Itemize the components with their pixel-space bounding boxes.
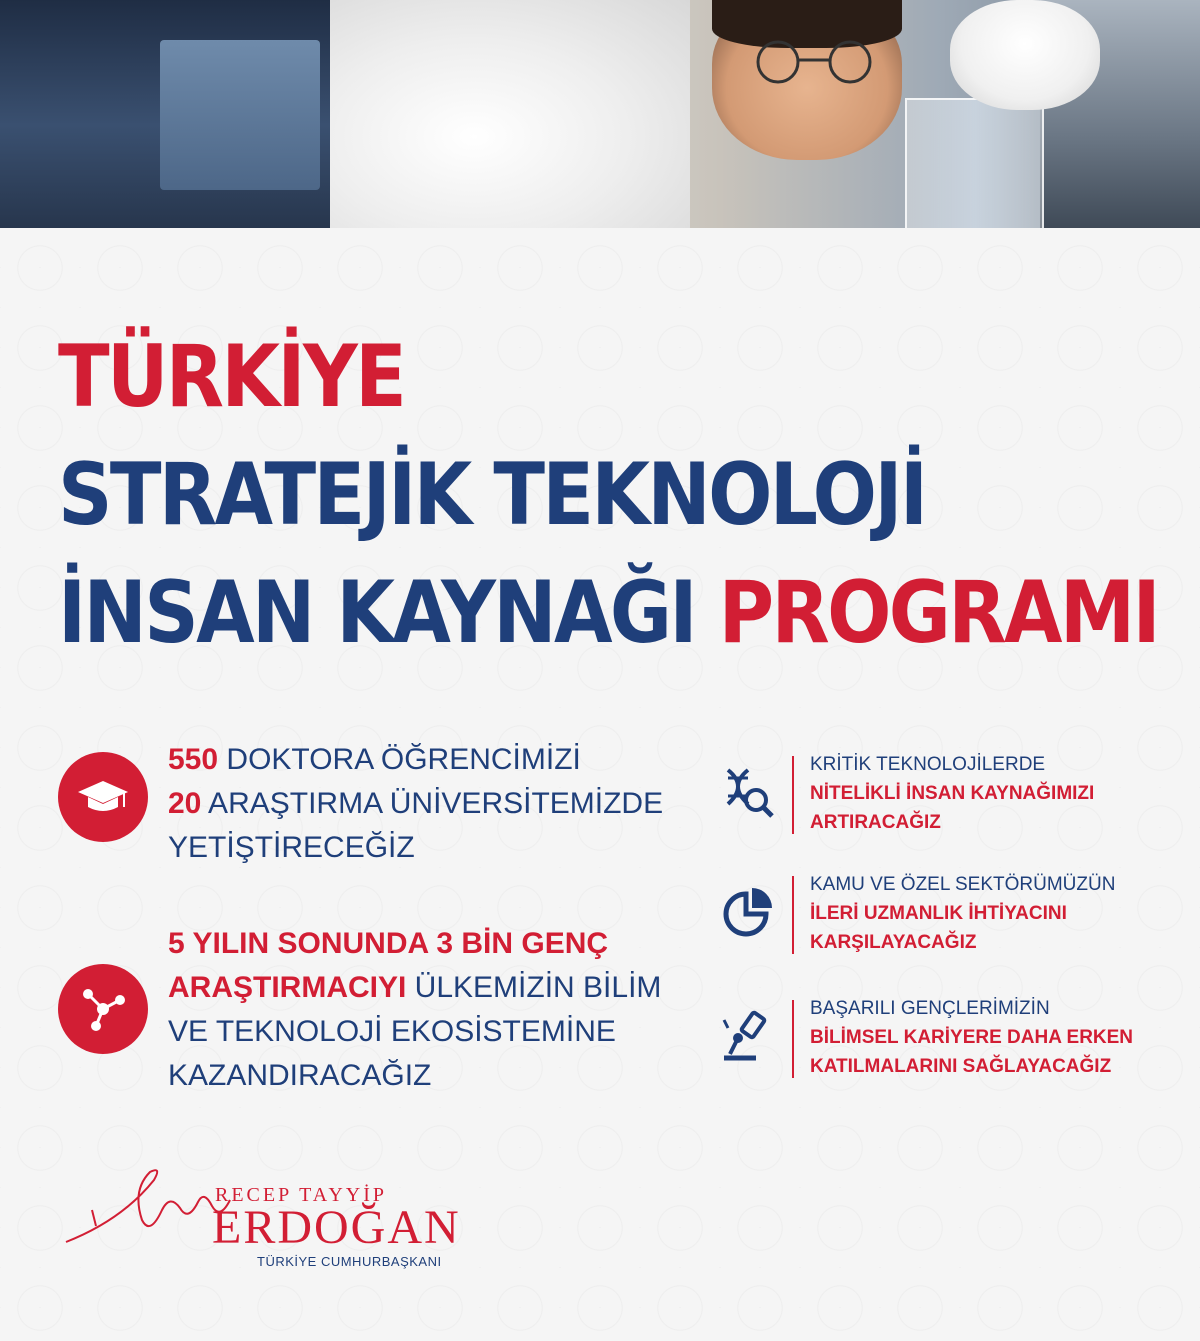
headline-line-1: TÜRKİYE bbox=[58, 327, 405, 427]
right-item-text bbox=[810, 994, 1133, 1081]
left-line-text: KAZANDIRACAĞIZ bbox=[168, 1059, 432, 1092]
headline-line-2: STRATEJİK TEKNOLOJİ bbox=[58, 445, 926, 545]
right-item-career bbox=[720, 994, 1180, 1084]
graduation-cap-icon bbox=[58, 752, 148, 842]
right-item-bold-2: KATILMALARINI SAĞLAYACAĞIZ bbox=[810, 1056, 1112, 1077]
left-item-researchers-text bbox=[168, 922, 708, 1098]
dna-search-icon bbox=[720, 764, 776, 820]
right-item-normal: KAMU VE ÖZEL SEKTÖRÜMÜZÜN bbox=[810, 874, 1116, 895]
right-item-bold-2: ARTIRACAĞIZ bbox=[810, 812, 941, 833]
right-item-critical-tech bbox=[720, 750, 1180, 840]
signature-title: TÜRKİYE CUMHURBAŞKANI bbox=[257, 1254, 442, 1269]
left-line-text: ARAŞTIRMA ÜNİVERSİTEMİZDE bbox=[201, 787, 664, 820]
left-line bbox=[168, 826, 708, 870]
left-line bbox=[168, 782, 708, 826]
left-line bbox=[168, 966, 708, 1010]
left-line bbox=[168, 1010, 708, 1054]
left-line-highlight: 5 YILIN SONUNDA 3 BİN GENÇ bbox=[168, 927, 609, 960]
left-line bbox=[168, 922, 708, 966]
divider-line bbox=[792, 756, 794, 834]
left-item-phd-text bbox=[168, 738, 708, 870]
divider-line bbox=[792, 876, 794, 954]
right-item-text bbox=[810, 750, 1094, 837]
beaker bbox=[905, 98, 1044, 228]
headline-line-3 bbox=[58, 554, 1158, 672]
left-line-text: YETİŞTİRECEĞİZ bbox=[168, 831, 415, 864]
signature-last-name: ERDOĞAN bbox=[212, 1201, 461, 1254]
headline-line-3-red: PROGRAMI bbox=[718, 563, 1159, 663]
microscope-icon bbox=[720, 1008, 776, 1064]
gloved-hand bbox=[950, 0, 1100, 110]
glasses-icon bbox=[740, 40, 890, 84]
right-item-bold-2: KARŞILAYACAĞIZ bbox=[810, 932, 977, 953]
headline bbox=[58, 318, 1158, 672]
right-item-bold-1: NİTELİKLİ İNSAN KAYNAĞIMIZI bbox=[810, 783, 1095, 804]
right-item-normal: KRİTİK TEKNOLOJİLERDE bbox=[810, 754, 1046, 775]
right-item-bold-1: BİLİMSEL KARİYERE DAHA ERKEN bbox=[810, 1027, 1134, 1048]
divider-line bbox=[792, 1000, 794, 1078]
header-photo bbox=[0, 0, 1200, 228]
left-line-text: ÜLKEMİZİN BİLİM bbox=[406, 971, 662, 1004]
left-line bbox=[168, 1054, 708, 1098]
right-item-text bbox=[810, 870, 1115, 957]
left-line-highlight: 550 bbox=[168, 743, 219, 776]
lab-coat bbox=[330, 0, 690, 228]
pie-chart-icon bbox=[720, 884, 776, 940]
left-line bbox=[168, 738, 708, 782]
headline-line-3-blue: İNSAN KAYNAĞI bbox=[58, 563, 695, 663]
network-nodes-icon bbox=[58, 964, 148, 1054]
left-line-highlight: ARAŞTIRMACIYI bbox=[168, 971, 407, 1004]
right-item-expertise bbox=[720, 870, 1180, 960]
left-line-highlight: 20 bbox=[168, 787, 202, 820]
right-item-normal: BAŞARILI GENÇLERİMİZİN bbox=[810, 998, 1050, 1019]
lab-machine-panel bbox=[160, 40, 320, 190]
left-line-text: VE TEKNOLOJİ EKOSİSTEMİNE bbox=[168, 1015, 616, 1048]
left-line-text: DOKTORA ÖĞRENCİMİZİ bbox=[218, 743, 581, 776]
signature-first-name: RECEP TAYYİP bbox=[215, 1184, 388, 1206]
right-item-bold-1: İLERİ UZMANLIK İHTİYACINI bbox=[810, 903, 1067, 924]
